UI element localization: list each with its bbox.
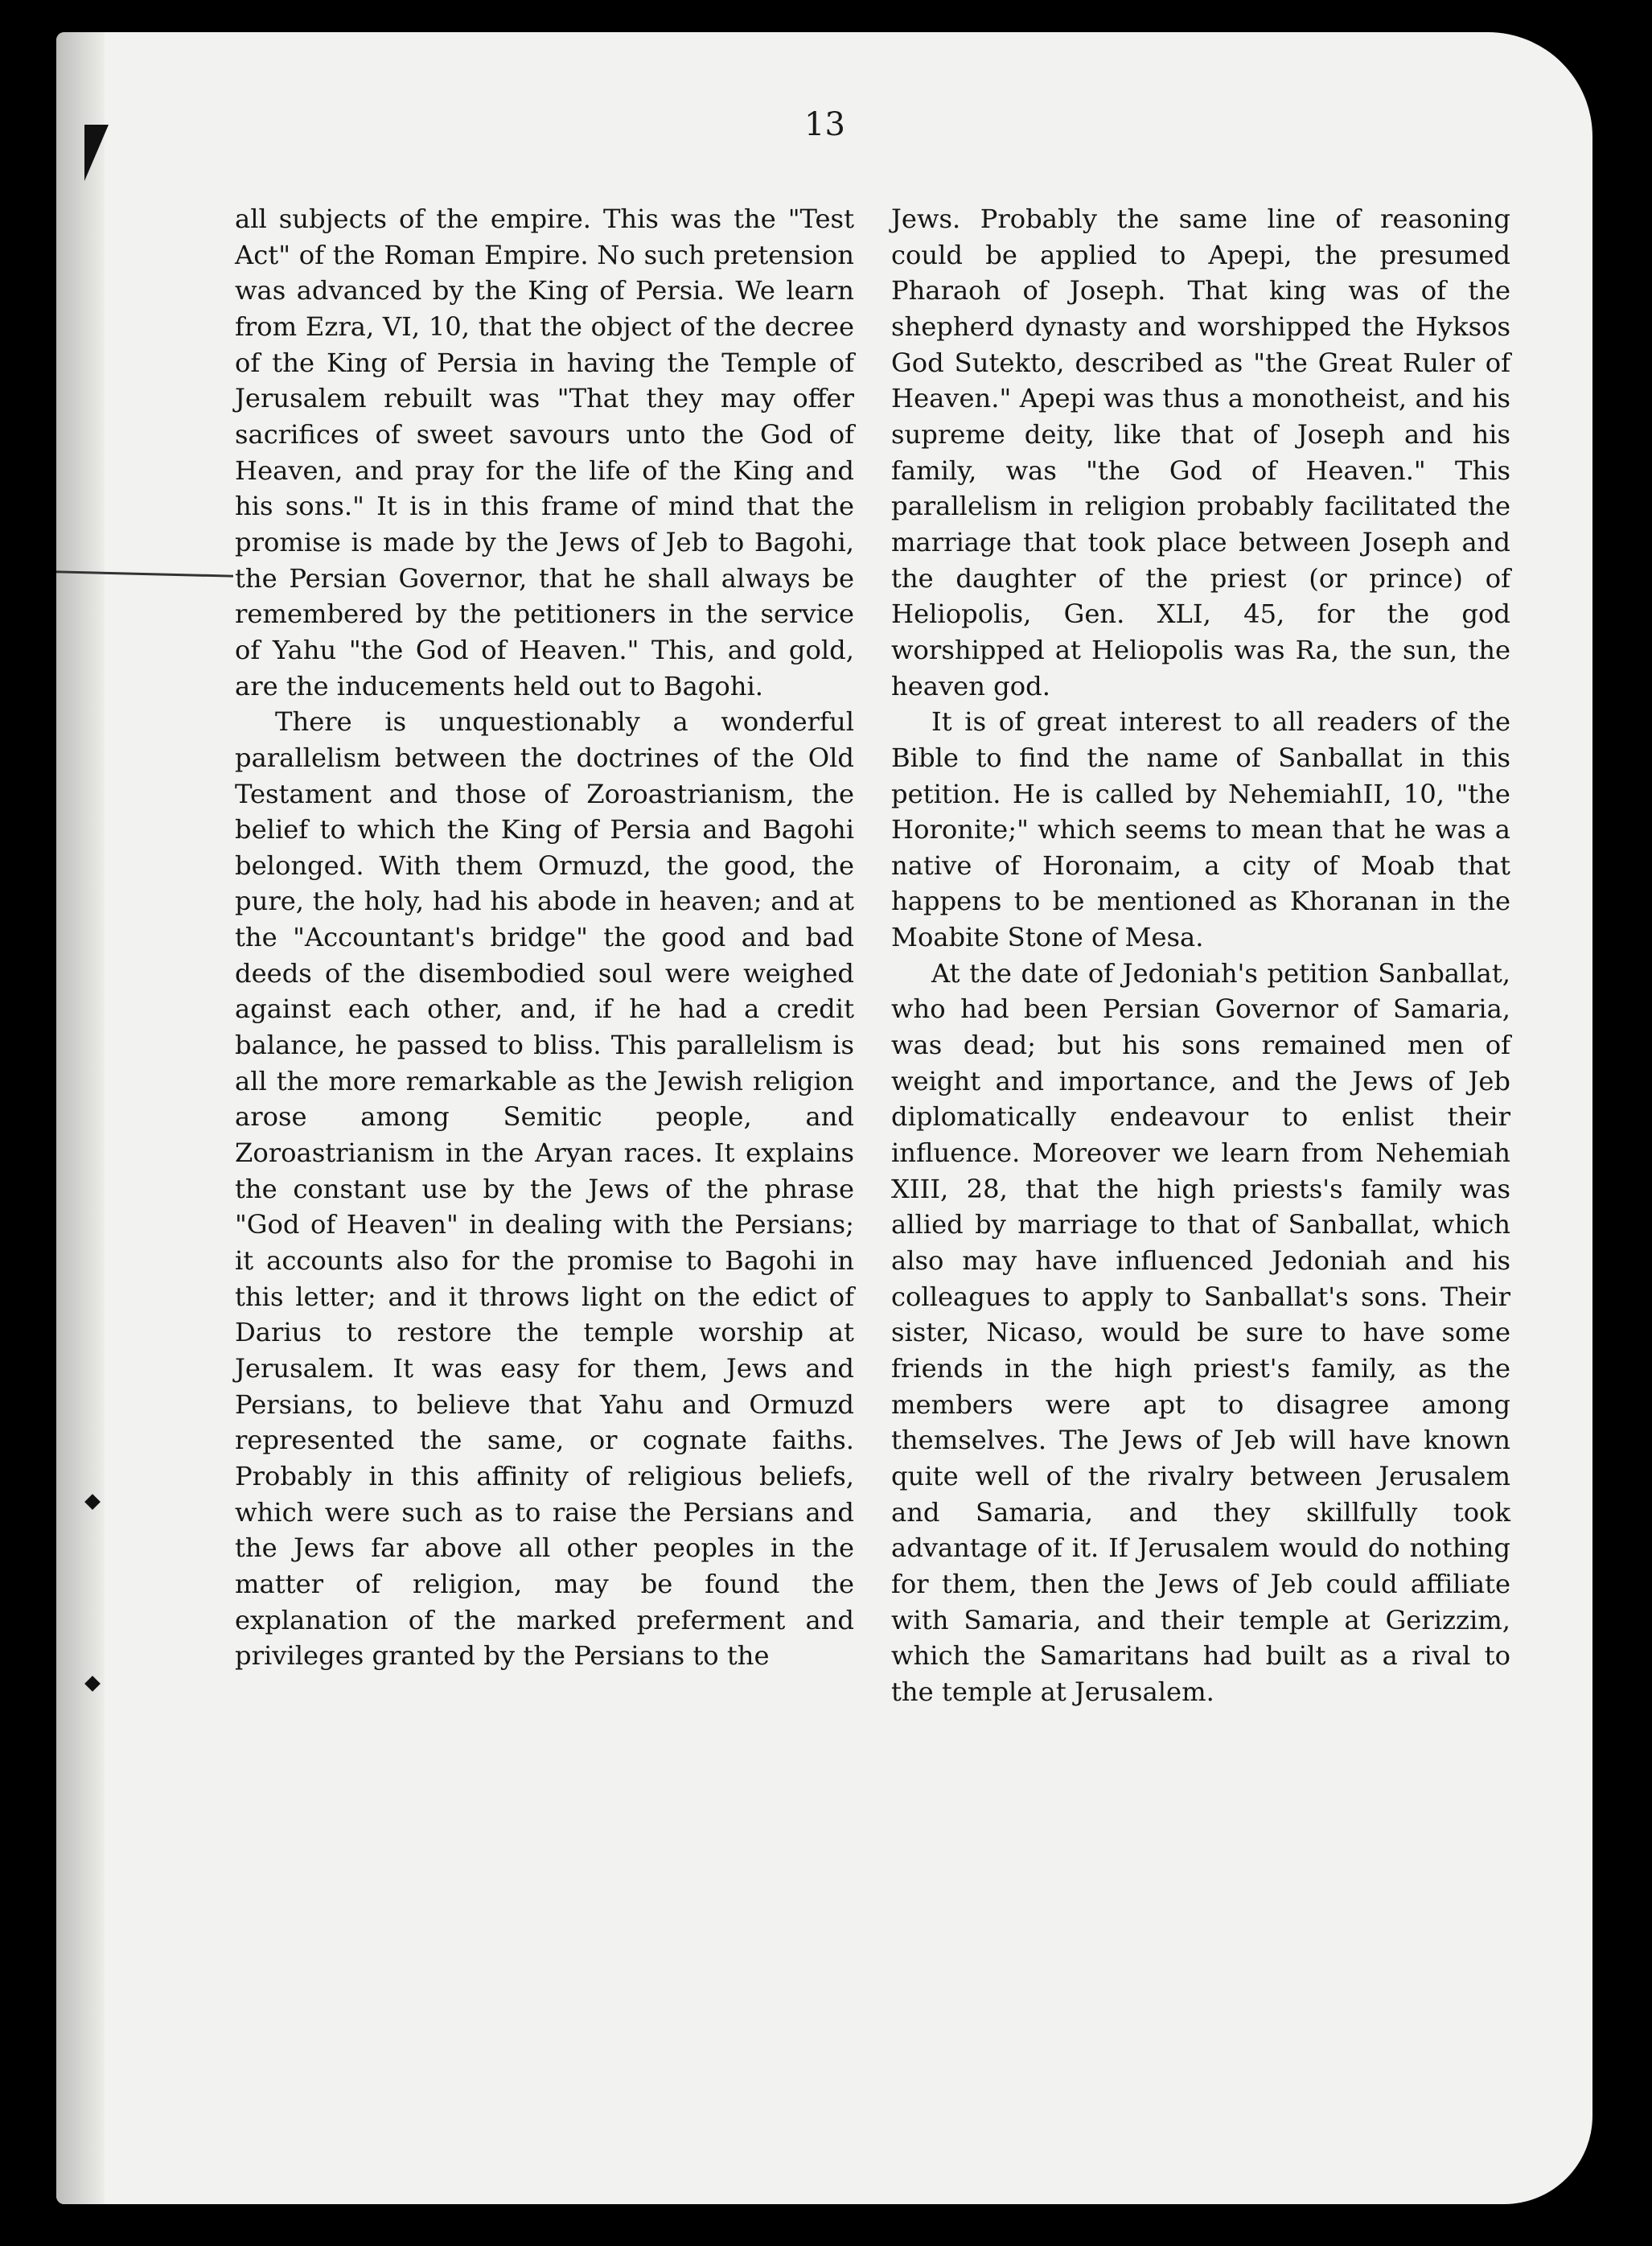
binding-gutter [56, 32, 105, 2204]
right-text-column [891, 201, 1510, 1710]
paragraph: all subjects of the empire. This was the "Test Act" of the Roman Empire. No such pretension was advanced by the King of Persia. We learn from Ezra, VI, 10, that the object of the decree of the King of Persia in having the Temple of Jerusalem rebuilt was "That they may offer sacrifices of sweet savours unto the God of Heaven, and pray for the life of the King and his sons." It is in this frame of mind that the promise is made by the Jews of Jeb to Bagohi, the Persian Governor, that he shall always be remembered by the petitioners in the service of Yahu "the God of Heaven." This, and gold, are the inducements held out to Bagohi. [235, 204, 854, 701]
paragraph: At the date of Jedoniah's petition Sanballat, who had been Persian Governor of Samaria, was dead; but his sons remained men of weight and importance, and the Jews of Jeb diplomatically endeavour to enlist their influence. Moreover we learn from Nehemiah XIII, 28, that the high priests's family was allied by marriage to that of Sanballat, which also may have influenced Jedoniah and his colleagues to apply to Sanballat's sons. Their sister, Nicaso, would be sure to have some friends in the high priest's family, as the members were apt to disagree among themselves. The Jews of Jeb will have known quite well of the rivalry between Jerusalem and Samaria, and they skillfully took advantage of it. If Jerusalem would do nothing for them, then the Jews of Jeb could affiliate with Samaria, and their temple at Gerizzim, which the Samaritans had built as a rival to the temple at Jerusalem. [891, 957, 1510, 1707]
page-number: 13 [804, 106, 845, 143]
torn-corner-mark [84, 125, 129, 181]
paragraph: There is unquestionably a wonderful parallelism between the doctrines of the Old Testament and those of Zoroastrianism, the belief to which the King of Persia and Bagohi belonged. With them Ormuzd, the good, the pure, the holy, had his abode in heaven; and at the "Accountant's bridge" the good and bad deeds of the disembodied soul were weighed against each other, and, if he had a credit balance, he passed to bliss. This parallelism is all the more remarkable as the Jewish religion arose among Semitic people, and Zoroastrianism in the Aryan races. It explains the constant use by the Jews of the phrase "God of Heaven" in dealing with the Persians; it accounts also for the promise to Bagohi in this letter; and it throws light on the edict of Darius to restore the temple worship at Jerusalem. It was easy for them, Jews and Persians, to believe that Yahu and Ormuzd represented the same, or cognate faiths. Probably in this affinity of religious beliefs, which were such as to raise the Persians and the Jews far above all other peoples in the matter of religion, may be found the explanation of the marked preferment and privileges granted by the Persians to the [235, 706, 854, 1672]
paragraph: Jews. Probably the same line of reasoning could be applied to Apepi, the presumed Pharaoh of Joseph. That king was of the shepherd dynasty and worshipped the Hyksos God Sutekto, described as "the Great Ruler of Heaven." Apepi was thus a monotheist, and his supreme deity, like that of Joseph and his family, was "the God of Heaven." This parallelism in religion probably facilitated the marriage that took place between Joseph and the daughter of the priest (or prince) of Heliopolis, Gen. XLI, 45, for the god worshipped at Heliopolis was Ra, the sun, the heaven god. [891, 204, 1510, 701]
book-page [56, 32, 1592, 2204]
left-text-column [235, 201, 854, 1674]
paragraph: It is of great interest to all readers of the Bible to find the name of Sanballat in this petition. He is called by NehemiahII, 10, "the Horonite;" which seems to mean that he was a native of Horonaim, a city of Moab that happens to be mentioned as Khoranan in the Moabite Stone of Mesa. [891, 706, 1510, 953]
